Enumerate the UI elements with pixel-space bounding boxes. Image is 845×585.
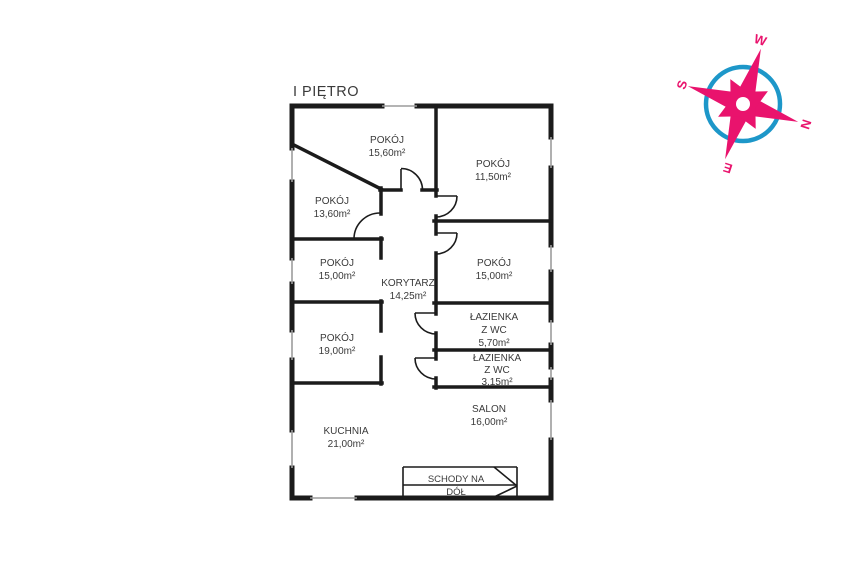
room-name-pokoj-1500-right: POKÓJ xyxy=(477,258,511,269)
room-area-salon: 16,00m² xyxy=(470,417,508,428)
stairs-label-line2: DÓŁ xyxy=(446,487,466,498)
room-area-pokoj-1900: 19,00m² xyxy=(318,346,356,357)
room-name2-lazienka-315: Z WC xyxy=(484,365,510,376)
compass-hub xyxy=(736,97,750,111)
room-name-pokoj-1360: POKÓJ xyxy=(315,196,349,207)
compass-label-south: S xyxy=(673,78,691,92)
stairs-label-line1: SCHODY NA xyxy=(427,474,485,485)
diagonal-wall xyxy=(292,144,381,189)
room-area-kuchnia: 21,00m² xyxy=(327,439,365,450)
stairs-arrow-lower xyxy=(494,486,517,497)
room-area-pokoj-1360: 13,60m² xyxy=(313,209,351,220)
door-symbols xyxy=(354,169,457,380)
room-area-pokoj-1150: 11,50m² xyxy=(475,172,511,183)
room-name-pokoj-1150: POKÓJ xyxy=(476,159,510,170)
room-name2-lazienka-570: Z WC xyxy=(481,325,507,336)
room-name-pokoj-1500-left: POKÓJ xyxy=(320,258,354,269)
compass-label-north: N xyxy=(797,117,815,132)
room-area-pokoj-1500-right: 15,00m² xyxy=(475,271,513,282)
compass-label-west: W xyxy=(752,30,769,50)
compass-label-east: E xyxy=(721,159,735,177)
room-name-lazienka-570: ŁAZIENKA xyxy=(469,312,519,323)
compass-rose-icon xyxy=(674,31,815,177)
room-area-lazienka-570: 5,70m² xyxy=(478,338,510,349)
room-area-pokoj-1500-left: 15,00m² xyxy=(318,271,356,282)
room-labels xyxy=(314,133,522,450)
room-area-pokoj-1560: 15,60m² xyxy=(368,148,406,159)
stairs-arrow-upper xyxy=(494,467,517,486)
room-name-kuchnia: KUCHNIA xyxy=(323,426,369,437)
room-area-korytarz: 14,25m² xyxy=(389,291,427,302)
room-name-salon: SALON xyxy=(472,404,506,415)
room-name-pokoj-1900: POKÓJ xyxy=(320,333,354,344)
page-title: I PIĘTRO xyxy=(293,84,360,100)
room-name-lazienka-315: ŁAZIENKA xyxy=(472,353,522,364)
room-name-korytarz: KORYTARZ xyxy=(381,278,435,289)
room-area-lazienka-315: 3,15m² xyxy=(481,377,513,388)
room-name-pokoj-1560: POKÓJ xyxy=(370,135,404,146)
door-pokoj-1360 xyxy=(354,213,380,239)
stairs-symbol xyxy=(403,467,517,498)
